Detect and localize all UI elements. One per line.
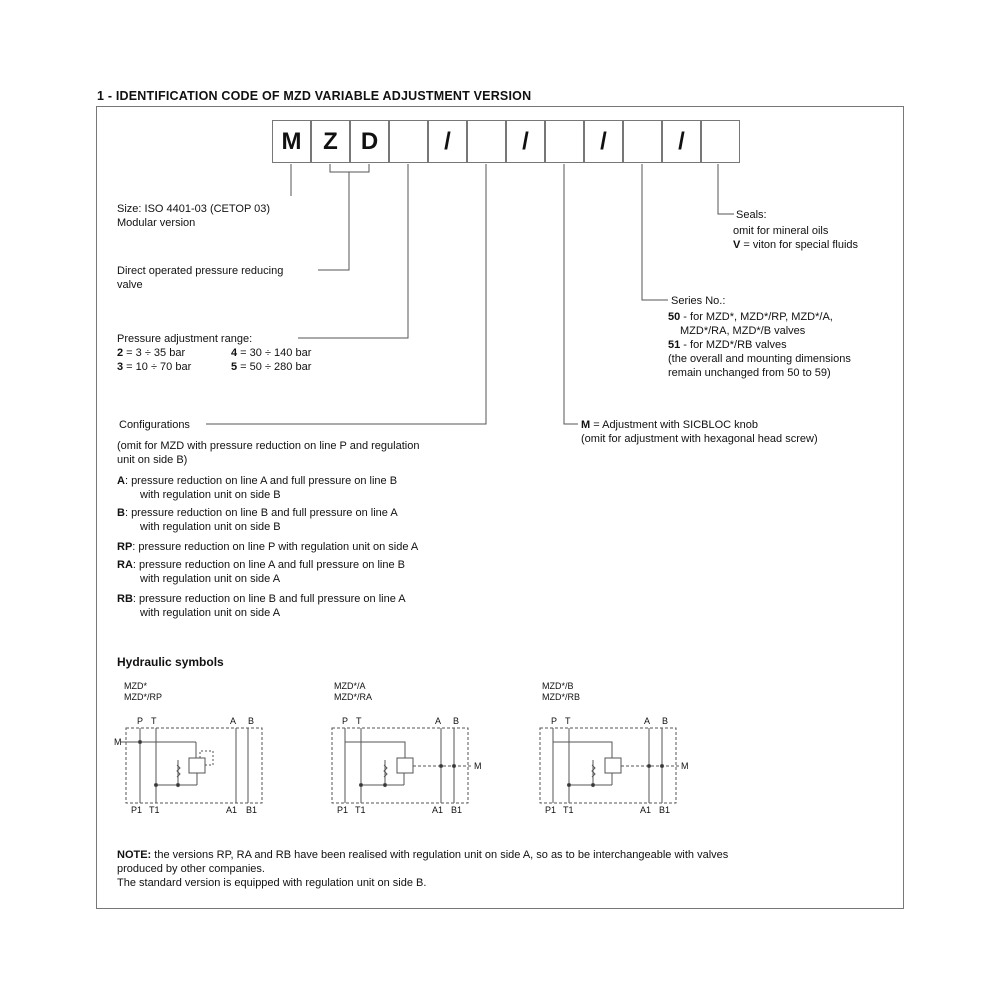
port-label: B: [662, 716, 669, 726]
port-label: A1: [432, 805, 444, 815]
direct-line1: Direct operated pressure reducing: [117, 265, 284, 277]
port-label: B: [248, 716, 255, 726]
port-label: P: [342, 716, 349, 726]
code-cell: /: [584, 120, 623, 163]
port-label: P1: [131, 805, 143, 815]
port-label: A1: [640, 805, 652, 815]
series-line3: 51 - for MZD*/RB valves: [668, 339, 787, 351]
pressure-heading: Pressure adjustment range:: [117, 333, 253, 345]
config-item-ra: RA: pressure reduction on line A and full pressure on line B: [117, 559, 406, 571]
size-line2: Modular version: [117, 217, 196, 229]
config-item-a: A: pressure reduction on line A and full pressure on line B: [117, 475, 398, 487]
direct-line2: valve: [117, 279, 143, 291]
size-line1: Size: ISO 4401-03 (CETOP 03): [117, 203, 271, 215]
series-line5: remain unchanged from 50 to 59): [668, 367, 831, 379]
seals-line1: omit for mineral oils: [733, 225, 829, 237]
port-label: T1: [149, 805, 160, 815]
symbol-name: MZD*/RP: [124, 692, 162, 702]
port-label: M: [114, 737, 122, 747]
adjust-line2: (omit for adjustment with hexagonal head screw): [581, 433, 818, 445]
config-item-rp: RP: pressure reduction on line P with regulation unit on side A: [117, 541, 419, 553]
config-item-rb: RB: pressure reduction on line B and full pressure on line A: [117, 593, 406, 605]
pressure-range-2: 2 = 3 ÷ 35 bar: [117, 347, 186, 359]
series-line2: MZD*/RA, MZD*/B valves: [680, 325, 806, 337]
port-label: P: [551, 716, 558, 726]
port-label: P1: [545, 805, 557, 815]
symbol-name: MZD*/B: [542, 681, 574, 691]
symbol-name: MZD*/RB: [542, 692, 580, 702]
series-heading: Series No.:: [671, 295, 726, 307]
code-cell: /: [662, 120, 701, 163]
port-label: T: [565, 716, 571, 726]
port-label: B1: [451, 805, 463, 815]
config-heading: Configurations: [119, 419, 190, 431]
port-label: B1: [246, 805, 258, 815]
hydraulic-heading: Hydraulic symbols: [117, 655, 224, 669]
adjust-line1: M = Adjustment with SICBLOC knob: [581, 419, 759, 431]
code-cell: /: [506, 120, 545, 163]
series-line4: (the overall and mounting dimensions: [668, 353, 851, 365]
symbol-name: MZD*: [124, 681, 147, 691]
code-cell: M: [272, 120, 311, 163]
port-label: T: [356, 716, 362, 726]
symbol-2-drawing: [332, 728, 472, 803]
port-label: P: [137, 716, 144, 726]
port-label: T1: [563, 805, 574, 815]
note-line1: NOTE: the versions RP, RA and RB have been realised with regulation unit on side A, so as to be interchangeable with valves: [117, 849, 729, 861]
config-item-b-l2: with regulation unit on side B: [140, 521, 281, 533]
port-label: B1: [659, 805, 671, 815]
port-label: A: [644, 716, 651, 726]
port-label: T1: [355, 805, 366, 815]
pressure-range-3: 3 = 10 ÷ 70 bar: [117, 361, 192, 373]
pressure-range-4: 4 = 30 ÷ 140 bar: [231, 347, 312, 359]
config-item-ra-l2: with regulation unit on side A: [140, 573, 281, 585]
note-line3: The standard version is equipped with regulation unit on side B.: [117, 877, 427, 889]
config-item-rb-l2: with regulation unit on side A: [140, 607, 281, 619]
symbol-name: MZD*/RA: [334, 692, 372, 702]
note-line2: produced by other companies.: [117, 863, 265, 875]
port-label: A1: [226, 805, 238, 815]
series-line1: 50 - for MZD*, MZD*/RP, MZD*/A,: [668, 311, 833, 323]
code-cell: /: [428, 120, 467, 163]
symbol-3-drawing: [540, 728, 679, 803]
port-label: A: [230, 716, 237, 726]
port-label: P1: [337, 805, 349, 815]
port-label: M: [474, 761, 482, 771]
config-note1: (omit for MZD with pressure reduction on line P and regulation: [117, 440, 420, 452]
symbol-1-drawing: [120, 728, 262, 803]
seals-line2: V = viton for special fluids: [733, 239, 859, 251]
code-cell: Z: [311, 120, 350, 163]
pressure-range-5: 5 = 50 ÷ 280 bar: [231, 361, 312, 373]
port-label: B: [453, 716, 460, 726]
port-label: A: [435, 716, 442, 726]
config-note2: unit on side B): [117, 454, 188, 466]
config-item-a-l2: with regulation unit on side B: [140, 489, 281, 501]
port-label: T: [151, 716, 157, 726]
page-title: 1 - IDENTIFICATION CODE OF MZD VARIABLE ADJUSTMENT VERSION: [97, 89, 532, 103]
symbol-name: MZD*/A: [334, 681, 366, 691]
port-label: M: [681, 761, 689, 771]
config-item-b: B: pressure reduction on line B and full pressure on line A: [117, 507, 398, 519]
code-cell: D: [350, 120, 389, 163]
seals-heading: Seals:: [736, 209, 767, 221]
